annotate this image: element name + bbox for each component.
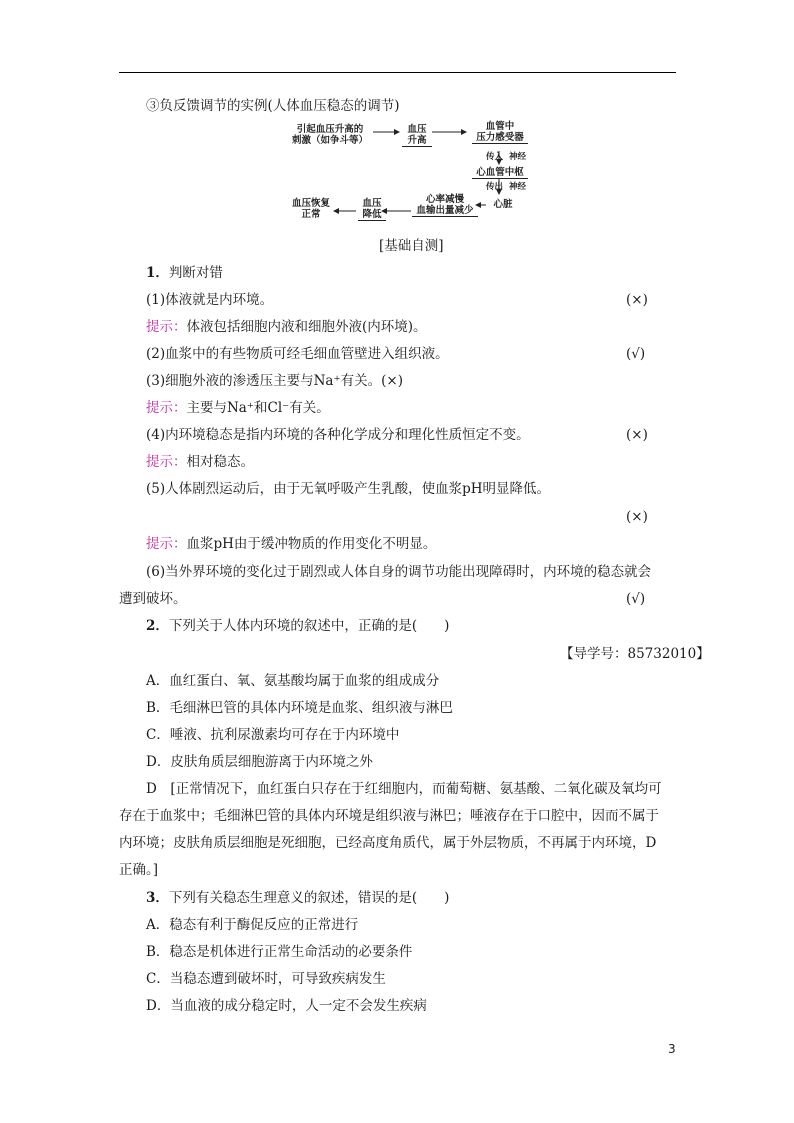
header-rule [119, 72, 676, 73]
hint-text: 体液包括细胞内液和细胞外液(内环境)。 [186, 319, 427, 335]
q2-option-d: D．皮肤角质层细胞游离于内环境之外 [146, 754, 373, 770]
q1-item-1-hint [146, 318, 427, 336]
q1-title: 判断对错 [168, 265, 223, 281]
hint-label: 提示： [146, 400, 187, 416]
q1-item-1-mark: (×) [626, 292, 648, 308]
q3-number: 3． [146, 890, 169, 906]
q2-stem [146, 617, 449, 635]
q1-item-2: (2)血浆中的有些物质可经毛细血管壁进入组织液。 [146, 346, 449, 362]
diagram-node-bp-normal: 血压恢复 正常 [291, 198, 330, 220]
q1-item-4-hint [146, 453, 254, 471]
diagram-node-center: 心血管中枢 [472, 167, 528, 179]
q1-item-5: (5)人体剧烈运动后，由于无氧呼吸产生乳酸，使血浆pH明显降低。 [146, 481, 551, 497]
diagram-edge-afferent: 传入 神经 [486, 152, 526, 162]
q2-option-a: A．血红蛋白、氧、氨基酸均属于血浆的组成成分 [146, 673, 440, 689]
q2-answer-line-2: 存在于血浆中；毛细淋巴管的具体内环境是组织液与淋巴；唾液存在于口腔中，因而不属于 [119, 808, 659, 824]
q1-item-6-mark: (√) [626, 591, 646, 607]
q2-answer-line-1: D [正常情况下，血红蛋白只存在于红细胞内，而葡萄糖、氨基酸、二氧化碳及氧均可 [146, 781, 662, 797]
q1-item-2-mark: (√) [626, 346, 646, 362]
diagram-node-bp-fall: 血压 降低 [358, 198, 386, 221]
q1-number: 1． [146, 265, 169, 281]
q3-option-b: B．稳态是机体进行正常生命活动的必要条件 [146, 944, 413, 960]
q1-item-5-mark: (×) [626, 509, 648, 525]
q2-option-c: C．唾液、抗利尿激素均可存在于内环境中 [146, 727, 400, 743]
q3-stem [146, 889, 449, 907]
q1-item-3: (3)细胞外液的渗透压主要与Na⁺有关。(×) [146, 373, 403, 389]
q1-item-5-hint [146, 535, 436, 553]
q2-answer-line-3: 内环境；皮肤角质层细胞是死细胞，已经高度角质代，属于外层物质，不再属于内环境，D [119, 835, 657, 851]
hint-label: 提示： [146, 319, 187, 335]
hint-text: 相对稳态。 [186, 454, 254, 470]
hint-text: 主要与Na⁺和Cl⁻有关。 [186, 400, 330, 416]
q1-item-6-line1: (6)当外界环境的变化过于剧烈或人体自身的调节功能出现障碍时，内环境的稳态就会 [146, 564, 652, 580]
q3-option-c: C．当稳态遭到破坏时，可导致疾病发生 [146, 971, 386, 987]
q2-option-b: B．毛细淋巴管的具体内环境是血浆、组织液与淋巴 [146, 700, 453, 716]
self-test-title: [基础自测] [379, 238, 444, 254]
q2-number: 2． [146, 618, 169, 634]
section-heading: ③负反馈调节的实例(人体血压稳态的调节) [146, 98, 400, 114]
q3-stem-text: 下列有关稳态生理意义的叙述，错误的是( ) [168, 890, 450, 906]
q1-item-3-hint [146, 399, 330, 417]
hint-label: 提示： [146, 536, 187, 552]
q1-item-1: (1)体液就是内环境。 [146, 292, 274, 308]
hint-text: 血浆pH由于缓冲物质的作用变化不明显。 [186, 536, 437, 552]
blood-pressure-diagram [286, 118, 532, 228]
diagram-edge-efferent: 传出 神经 [486, 182, 526, 192]
page-number: 3 [668, 1042, 676, 1056]
diagram-node-bp-rise: 血压 升高 [402, 124, 432, 147]
diagram-node-baroreceptor: 血管中 压力感受器 [472, 121, 528, 144]
q2-guide-number: 【导学号：85732010】 [560, 646, 710, 662]
q2-stem-text: 下列关于人体内环境的叙述中，正确的是( ) [168, 618, 450, 634]
q1-item-4: (4)内环境稳态是指内环境的各种化学成分和理化性质恒定不变。 [146, 427, 530, 443]
q3-option-d: D．当血液的成分稳定时，人一定不会发生疾病 [146, 998, 427, 1014]
q3-option-a: A．稳态有利于酶促反应的正常进行 [146, 917, 359, 933]
diagram-node-output-decrease: 心率减慢 血输出量减少 [412, 194, 478, 217]
q1-item-4-mark: (×) [626, 427, 648, 443]
diagram-node-stimulus: 引起血压升高的 刺激（如争斗等） [291, 124, 368, 146]
hint-label: 提示： [146, 454, 187, 470]
diagram-node-heart: 心脏 [493, 199, 513, 210]
q1-item-6-line2: 遭到破坏。 [119, 591, 187, 607]
q2-answer-line-4: 正确。] [119, 862, 159, 878]
q1-heading [146, 264, 223, 282]
